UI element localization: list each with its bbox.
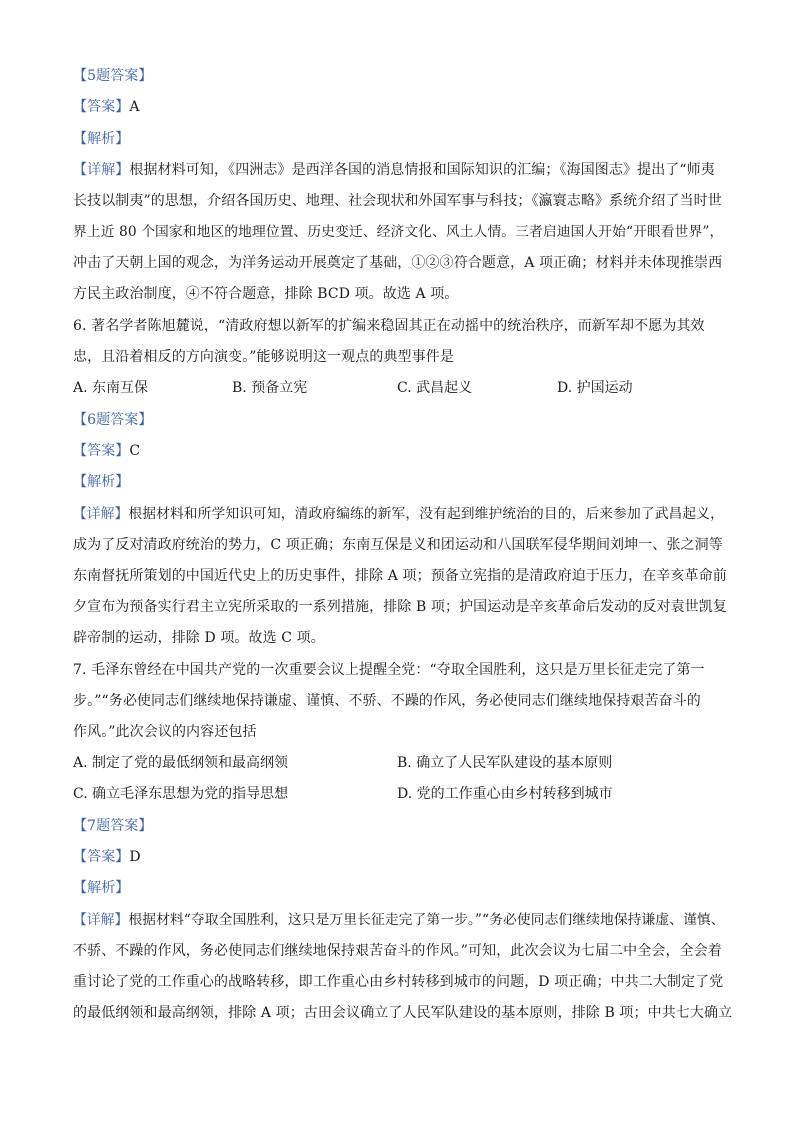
answer-label: 【答案】	[73, 99, 130, 115]
detail-label: 【详解】	[73, 912, 129, 928]
q7-option-d: D. 党的工作重心由乡村转移到城市	[397, 786, 613, 802]
q7-stem-line-1: 7. 毛泽东曾经在中国共产党的一次重要会议上提醒全党：“夺取全国胜利，这只是万里长征走完了第一	[73, 662, 705, 678]
q6-detail-line-5: 辟帝制的运动，排除 D 项。故选 C 项。	[73, 630, 325, 646]
q7-option-c: C. 确立毛泽东思想为党的指导思想	[73, 786, 289, 802]
q6-detail-text-1: 根据材料和所学知识可知，清政府编练的新军，没有起到维护统治的目的，后来参加了武昌起义，	[128, 506, 724, 522]
q7-detail-line-1	[73, 910, 733, 930]
q6-answer-line	[73, 441, 733, 461]
q7-analysis-label: 【解析】	[73, 880, 130, 896]
detail-label: 【详解】	[73, 162, 130, 178]
answer-label: 【答案】	[73, 443, 130, 459]
q6-detail-line-4: 夕宣布为预备实行君主立宪所采取的一系列措施，排除 B 项；护国运动是辛亥革命后发动的反对袁世凯复	[73, 599, 727, 615]
q6-option-b: B. 预备立宪	[232, 380, 308, 396]
q6-detail-line-1	[73, 504, 733, 524]
q7-stem-line-3: 作风。”此次会议的内容还包括	[73, 724, 257, 740]
q7-option-b: B. 确立了人民军队建设的基本原则	[397, 755, 613, 771]
q7-stem-line-2: 步。”“务必使同志们继续地保持谦虚、谨慎、不骄、不躁的作风，务必使同志们继续地保持艰苦奋斗的	[73, 693, 701, 709]
q6-detail-line-3: 东南督抚所策划的中国近代史上的历史事件，排除 A 项；预备立宪指的是清政府迫于压力，在辛亥革命前	[73, 568, 727, 584]
q5-detail-line-3: 界上近 80 个国家和地区的地理位置、历史变迁、经济文化、风土人情。三者启迪国人开始“开眼看世界”，	[73, 224, 724, 240]
q5-answer-line	[73, 97, 733, 117]
q5-detail-line-2: 长技以制夷”的思想，介绍各国历史、地理、社会现状和外国军事与科技；《瀛寰志略》系统介绍了当时世	[73, 193, 722, 209]
q7-detail-line-4: 的最低纲领和最高纲领，排除 A 项；古田会议确立了人民军队建设的基本原则，排除 B 项；中共七大确立	[73, 1005, 733, 1021]
q6-stem-line-1: 6. 著名学者陈旭麓说，“清政府想以新军的扩编来稳固其正在动摇中的统治秩序，而新军却不愿为其效	[73, 318, 705, 334]
q5-analysis-label: 【解析】	[73, 131, 130, 147]
q6-detail-line-2: 成为了反对清政府统治的势力，C 项正确；东南互保是义和团运动和八国联军侵华期间刘坤一、张之洞等	[73, 537, 723, 553]
q5-answer-header: 【5题答案】	[73, 68, 153, 84]
q7-detail-line-3: 重讨论了党的工作重心的战略转移，即工作重心由乡村转移到城市的问题，D 项正确；中共二大制定了党	[73, 974, 724, 990]
q7-answer-line	[73, 847, 733, 867]
q6-answer-header: 【6题答案】	[73, 412, 153, 428]
detail-label: 【详解】	[73, 506, 129, 522]
q5-detail-text-1: 根据材料可知，《四洲志》是西洋各国的消息情报和国际知识的汇编；《海国图志》提出了“师夷	[129, 162, 715, 178]
q6-option-a: A. 东南互保	[73, 380, 149, 396]
q5-detail-line-5: 方民主政治制度，④不符合题意，排除 BCD 项。故选 A 项。	[73, 286, 459, 302]
answer-label: 【答案】	[73, 849, 130, 865]
q6-stem-line-2: 忠，且沿着相反的方向演变。”能够说明这一观点的典型事件是	[73, 349, 454, 365]
q5-detail-line-1	[73, 160, 733, 180]
q7-detail-text-1: 根据材料“夺取全国胜利，这只是万里长征走完了第一步。”“务必使同志们继续地保持谦虚、谨慎、	[128, 912, 725, 928]
q7-option-a: A. 制定了党的最低纲领和最高纲领	[73, 755, 289, 771]
q7-detail-line-2: 不骄、不躁的作风，务必使同志们继续地保持艰苦奋斗的作风。”可知，此次会议为七届二中全会，全会着	[73, 943, 722, 959]
q6-analysis-label: 【解析】	[73, 474, 130, 490]
q6-option-d: D. 护国运动	[557, 380, 633, 396]
q6-answer-value: C	[129, 443, 141, 459]
q7-answer-header: 【7题答案】	[73, 818, 153, 834]
q6-option-c: C. 武昌起义	[397, 380, 473, 396]
q5-answer-value: A	[129, 99, 140, 115]
q5-detail-line-4: 冲击了天朝上国的观念，为洋务运动开展奠定了基础，①②③符合题意，A 项正确；材料并未体现推崇西	[73, 255, 723, 271]
q7-answer-value: D	[129, 849, 141, 865]
